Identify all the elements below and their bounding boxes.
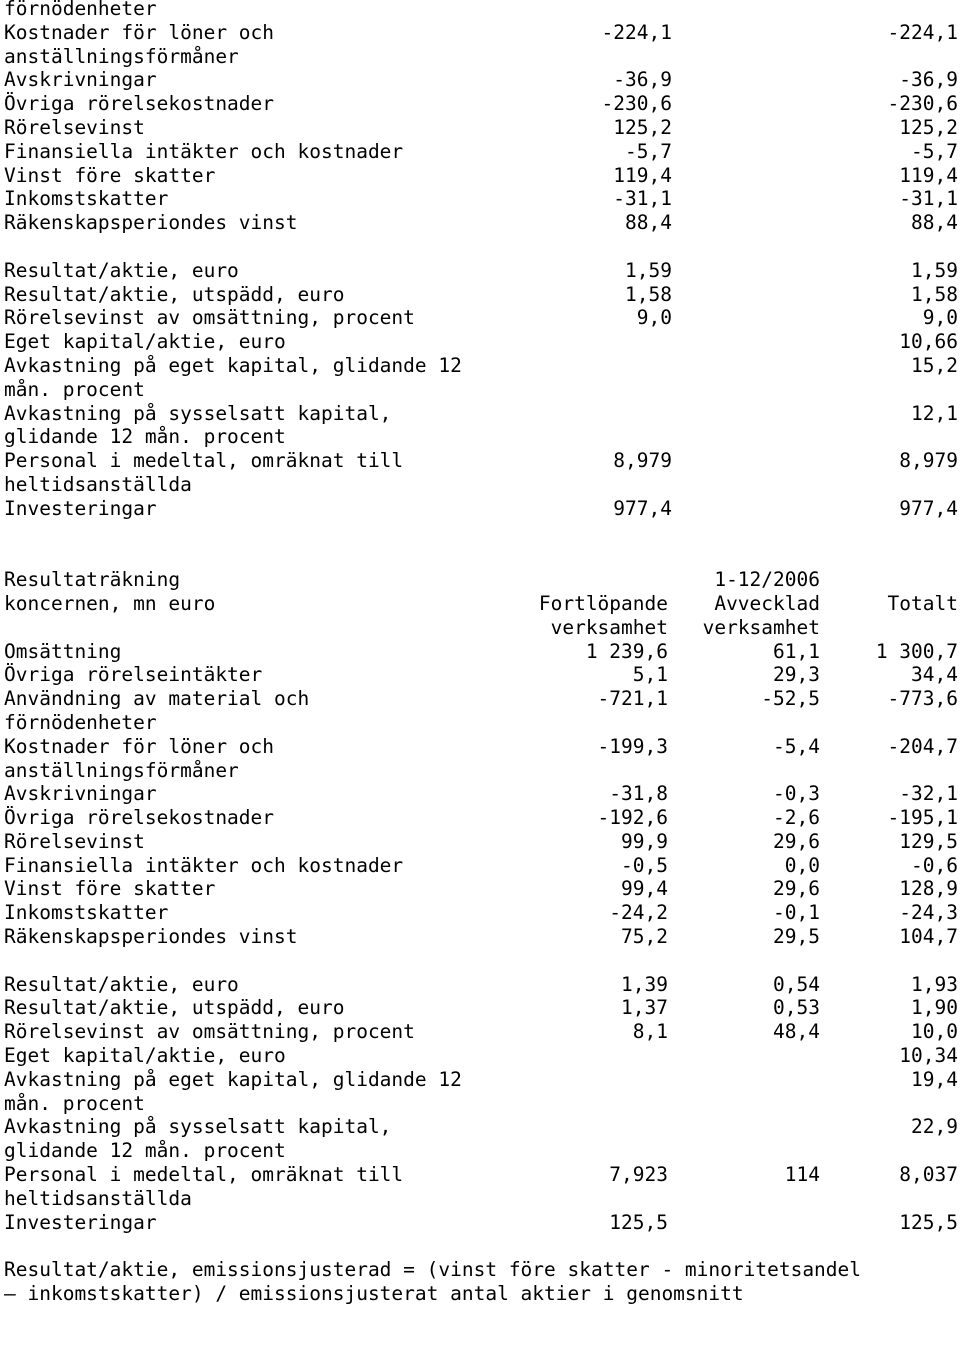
row-value: 1,58 xyxy=(625,282,672,306)
row-value-total: 125,5 xyxy=(899,1210,958,1234)
table-row xyxy=(4,449,958,473)
row-value-discontinued: 114 xyxy=(784,1163,820,1187)
row-value-total: -204,7 xyxy=(887,734,958,758)
row-value-discontinued: -5,4 xyxy=(773,734,820,758)
row-value: 1,59 xyxy=(625,258,672,282)
table-row xyxy=(4,306,958,330)
table-row xyxy=(4,68,958,92)
table-title-line-1: Resultaträkning xyxy=(4,568,181,592)
table-row xyxy=(4,735,958,759)
table-row xyxy=(4,354,958,378)
row-label: Rörelsevinst xyxy=(4,829,145,853)
row-label: Räkenskapsperiondes vinst xyxy=(4,211,298,235)
column-header-continuing-line-2: verksamhet xyxy=(550,615,668,639)
row-label: mån. procent xyxy=(4,1091,145,1115)
row-label: Avkastning på sysselsatt kapital, xyxy=(4,1115,392,1139)
row-label: Avskrivningar xyxy=(4,68,157,92)
row-label: anställningsförmåner xyxy=(4,44,239,68)
row-label: Investeringar xyxy=(4,1210,157,1234)
spacer xyxy=(4,521,958,569)
row-label: förnödenheter xyxy=(4,710,157,734)
table-row xyxy=(4,663,958,687)
row-value-continuing: -31,8 xyxy=(609,782,668,806)
table-row xyxy=(4,996,958,1020)
row-label: Omsättning xyxy=(4,639,122,663)
table-row xyxy=(4,402,958,426)
row-value-total: -773,6 xyxy=(887,687,958,711)
table-row xyxy=(4,1044,958,1068)
table-row xyxy=(4,877,958,901)
row-label: Rörelsevinst xyxy=(4,115,145,139)
row-label: Finansiella intäkter och kostnader xyxy=(4,853,404,877)
row-value-continuing: 1,37 xyxy=(621,996,668,1020)
row-value-discontinued: 0,54 xyxy=(773,972,820,996)
table-row xyxy=(4,187,958,211)
income-table-body xyxy=(4,640,958,1235)
row-label: Övriga rörelsekostnader xyxy=(4,92,275,116)
row-value-total: 22,9 xyxy=(911,1115,958,1139)
row-label: Avkastning på sysselsatt kapital, xyxy=(4,401,392,425)
table-row xyxy=(4,45,958,69)
table-row xyxy=(4,830,958,854)
row-value-continuing: 75,2 xyxy=(621,925,668,949)
column-header-discontinued: Avvecklad xyxy=(714,591,820,615)
row-value-continuing: -721,1 xyxy=(597,687,668,711)
table-row xyxy=(4,116,958,140)
row-label: heltidsanställda xyxy=(4,472,192,496)
row-value: 977,4 xyxy=(899,496,958,520)
table-row xyxy=(4,1068,958,1092)
table-row xyxy=(4,92,958,116)
row-value-discontinued: -0,3 xyxy=(773,782,820,806)
row-value: 10,66 xyxy=(899,330,958,354)
row-value: 977,4 xyxy=(613,496,672,520)
row-value-discontinued: -52,5 xyxy=(761,687,820,711)
row-value: 88,4 xyxy=(625,211,672,235)
income-table-2006 xyxy=(4,568,958,1234)
row-value-total: 104,7 xyxy=(899,925,958,949)
row-label: Resultat/aktie, euro xyxy=(4,972,239,996)
row-value-discontinued: 0,53 xyxy=(773,996,820,1020)
table-row xyxy=(4,211,958,235)
row-label: mån. procent xyxy=(4,377,145,401)
row-value: 9,0 xyxy=(636,306,672,330)
table-row xyxy=(4,1020,958,1044)
footnote-line xyxy=(4,1282,958,1306)
table-row xyxy=(4,425,958,449)
table-row xyxy=(4,901,958,925)
row-value-continuing: 8,1 xyxy=(632,1020,668,1044)
row-label: Vinst före skatter xyxy=(4,877,216,901)
row-value-discontinued: -0,1 xyxy=(773,901,820,925)
row-value-continuing: 7,923 xyxy=(609,1163,668,1187)
table-row xyxy=(4,330,958,354)
row-value-continuing: -192,6 xyxy=(597,806,668,830)
row-label: förnödenheter xyxy=(4,0,157,20)
table-row xyxy=(4,378,958,402)
row-value-total: -32,1 xyxy=(899,782,958,806)
table-row xyxy=(4,925,958,949)
table-row xyxy=(4,21,958,45)
row-label: Kostnader för löner och xyxy=(4,20,275,44)
row-value: 1,59 xyxy=(911,258,958,282)
row-value: 119,4 xyxy=(613,163,672,187)
row-value-total: 128,9 xyxy=(899,877,958,901)
row-label: Investeringar xyxy=(4,496,157,520)
row-value-total: 34,4 xyxy=(911,663,958,687)
column-header-discontinued-line-2: verksamhet xyxy=(702,615,820,639)
row-value: -31,1 xyxy=(613,187,672,211)
row-value-total: 1 300,7 xyxy=(875,639,958,663)
table-header-row-2 xyxy=(4,592,958,616)
row-label: Avkastning på eget kapital, glidande 12 xyxy=(4,353,462,377)
table-row xyxy=(4,1163,958,1187)
row-label: Personal i medeltal, omräknat till xyxy=(4,449,404,473)
row-label: Användning av material och xyxy=(4,687,310,711)
row-value-discontinued: 29,6 xyxy=(773,829,820,853)
footnote-line xyxy=(4,1258,958,1282)
income-table-part-1 xyxy=(4,0,958,521)
row-label: Kostnader för löner och xyxy=(4,734,275,758)
table-row xyxy=(4,854,958,878)
table-header-row-3 xyxy=(4,616,958,640)
row-value: -36,9 xyxy=(613,68,672,92)
row-value-total: 10,34 xyxy=(899,1044,958,1068)
row-label: Rörelsevinst av omsättning, procent xyxy=(4,1020,415,1044)
row-label: Övriga rörelsekostnader xyxy=(4,806,275,830)
row-label: Övriga rörelseintäkter xyxy=(4,663,263,687)
column-header-continuing: Fortlöpande xyxy=(538,591,668,615)
row-label: Inkomstskatter xyxy=(4,901,169,925)
row-value: 125,2 xyxy=(613,115,672,139)
row-label: Rörelsevinst av omsättning, procent xyxy=(4,306,415,330)
row-value: 12,1 xyxy=(911,401,958,425)
row-value-total: -195,1 xyxy=(887,806,958,830)
row-value: -230,6 xyxy=(601,92,672,116)
row-label: Resultat/aktie, euro xyxy=(4,258,239,282)
row-value-total: -0,6 xyxy=(911,853,958,877)
row-value-discontinued: 29,6 xyxy=(773,877,820,901)
table-title-line-2: koncernen, mn euro xyxy=(4,591,216,615)
table-row xyxy=(4,164,958,188)
row-label: Vinst före skatter xyxy=(4,163,216,187)
row-label: Eget kapital/aktie, euro xyxy=(4,1044,286,1068)
row-value-discontinued: 29,5 xyxy=(773,925,820,949)
table-row xyxy=(4,806,958,830)
row-value-continuing: 5,1 xyxy=(632,663,668,687)
row-label: Resultat/aktie, utspädd, euro xyxy=(4,282,345,306)
row-value: -36,9 xyxy=(899,68,958,92)
row-value-continuing: -0,5 xyxy=(621,853,668,877)
table-row xyxy=(4,1115,958,1139)
table-row xyxy=(4,1092,958,1116)
row-value-continuing: 1,39 xyxy=(621,972,668,996)
row-value: -224,1 xyxy=(887,20,958,44)
table-row xyxy=(4,235,958,259)
spacer xyxy=(4,1234,958,1258)
table-row xyxy=(4,759,958,783)
row-value: -31,1 xyxy=(899,187,958,211)
table-row xyxy=(4,1187,958,1211)
row-value-total: 19,4 xyxy=(911,1067,958,1091)
row-label: Räkenskapsperiondes vinst xyxy=(4,925,298,949)
table-row xyxy=(4,973,958,997)
table-header-row-1 xyxy=(4,568,958,592)
row-value: -224,1 xyxy=(601,20,672,44)
row-value-continuing: -24,2 xyxy=(609,901,668,925)
row-value-discontinued: 0,0 xyxy=(784,853,820,877)
row-value-continuing: 1 239,6 xyxy=(585,639,668,663)
row-label: Eget kapital/aktie, euro xyxy=(4,330,286,354)
row-label: Resultat/aktie, utspädd, euro xyxy=(4,996,345,1020)
row-label: anställningsförmåner xyxy=(4,758,239,782)
row-value-discontinued: 61,1 xyxy=(773,639,820,663)
row-value-continuing: 99,9 xyxy=(621,829,668,853)
row-label: Inkomstskatter xyxy=(4,187,169,211)
table-row xyxy=(4,640,958,664)
footnote xyxy=(4,1258,958,1306)
row-value: 8,979 xyxy=(613,449,672,473)
row-value: -5,7 xyxy=(625,139,672,163)
table-row xyxy=(4,0,958,21)
table-row xyxy=(4,687,958,711)
table-row xyxy=(4,949,958,973)
row-value-total: 1,93 xyxy=(911,972,958,996)
row-value-continuing: 125,5 xyxy=(609,1210,668,1234)
row-value: 8,979 xyxy=(899,449,958,473)
table-row xyxy=(4,1211,958,1235)
row-label: glidande 12 mån. procent xyxy=(4,1139,286,1163)
table-row xyxy=(4,283,958,307)
row-value: -5,7 xyxy=(911,139,958,163)
row-value-continuing: 99,4 xyxy=(621,877,668,901)
table-row xyxy=(4,497,958,521)
row-value-discontinued: 29,3 xyxy=(773,663,820,687)
table-row xyxy=(4,140,958,164)
row-label: Avskrivningar xyxy=(4,782,157,806)
row-value: 119,4 xyxy=(899,163,958,187)
row-value: 125,2 xyxy=(899,115,958,139)
row-label: Avkastning på eget kapital, glidande 12 xyxy=(4,1067,462,1091)
row-value: 1,58 xyxy=(911,282,958,306)
period-label: 1-12/2006 xyxy=(714,568,820,592)
table-row xyxy=(4,1139,958,1163)
row-value: -230,6 xyxy=(887,92,958,116)
row-value: 88,4 xyxy=(911,211,958,235)
row-value-continuing: -199,3 xyxy=(597,734,668,758)
row-label: heltidsanställda xyxy=(4,1186,192,1210)
document xyxy=(4,0,958,1306)
row-value: 9,0 xyxy=(922,306,958,330)
row-value-total: -24,3 xyxy=(899,901,958,925)
row-value-total: 1,90 xyxy=(911,996,958,1020)
row-value-discontinued: 48,4 xyxy=(773,1020,820,1044)
table-row xyxy=(4,711,958,735)
row-value-total: 129,5 xyxy=(899,829,958,853)
row-value-total: 10,0 xyxy=(911,1020,958,1044)
row-value: 15,2 xyxy=(911,353,958,377)
table-row xyxy=(4,259,958,283)
row-label: glidande 12 mån. procent xyxy=(4,425,286,449)
footnote-text-1: Resultat/aktie, emissionsjusterad = (vinst före skatter - minoritetsandel xyxy=(4,1258,862,1282)
row-value-total: 8,037 xyxy=(899,1163,958,1187)
table-row xyxy=(4,782,958,806)
footnote-text-2: – inkomstskatter) / emissionsjusterat antal aktier i genomsnitt xyxy=(4,1282,744,1306)
column-header-total: Totalt xyxy=(887,591,958,615)
row-label: Finansiella intäkter och kostnader xyxy=(4,139,404,163)
table-row xyxy=(4,473,958,497)
row-value-discontinued: -2,6 xyxy=(773,806,820,830)
row-label: Personal i medeltal, omräknat till xyxy=(4,1163,404,1187)
